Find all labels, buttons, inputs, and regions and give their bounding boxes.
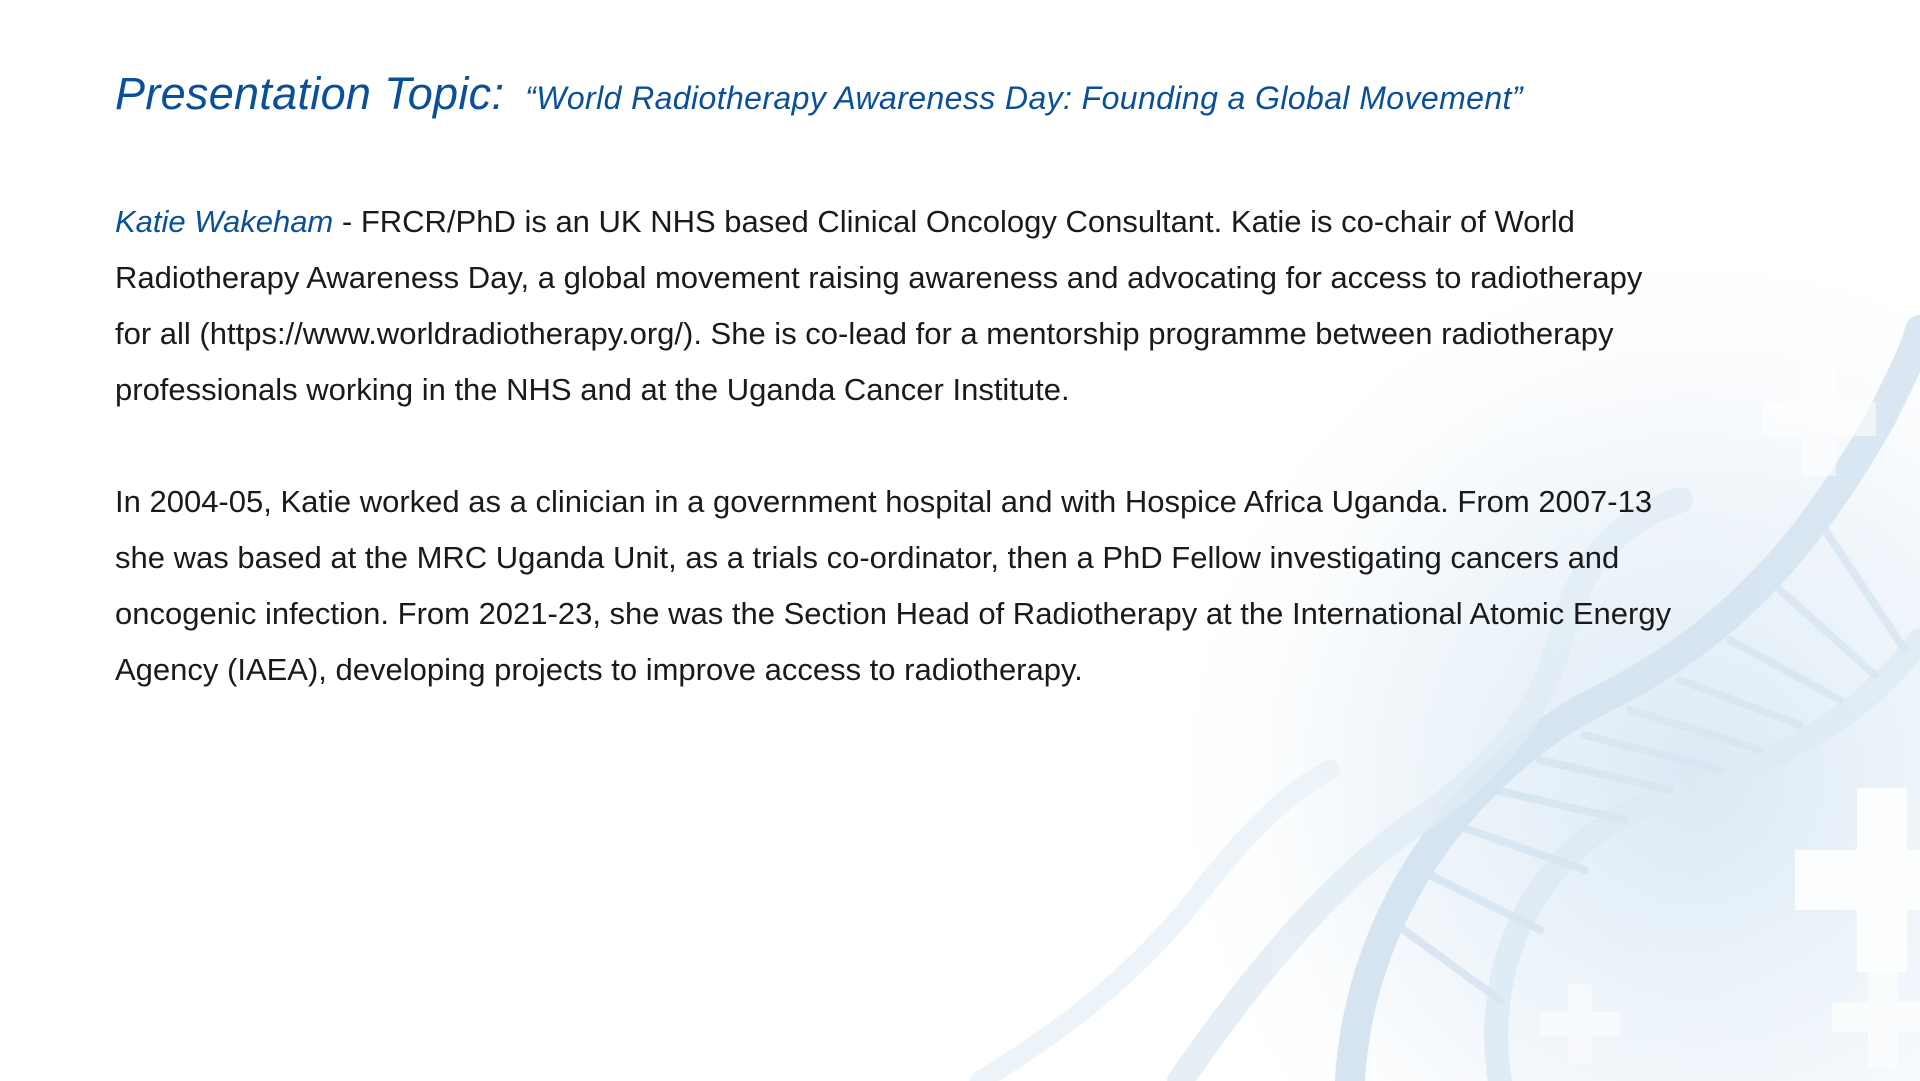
bio-line — [115, 194, 1835, 250]
bio-line: Agency (IAEA), developing projects to improve access to radiotherapy. — [115, 652, 1083, 687]
bio-line: In 2004-05, Katie worked as a clinician in a government hospital and with Hospice Africa Uganda. From 2007-13 — [115, 484, 1653, 519]
presentation-topic: “World Radiotherapy Awareness Day: Founding a Global Movement” — [525, 80, 1523, 116]
slide-content — [115, 60, 1835, 698]
bio-paragraph-2 — [115, 474, 1835, 698]
bio-line: for all (https://www.worldradiotherapy.org/). She is co-lead for a mentorship programme between radiotherapy — [115, 316, 1614, 351]
title-label: Presentation Topic: — [115, 68, 505, 119]
bio-line: she was based at the MRC Uganda Unit, as a trials co-ordinator, then a PhD Fellow investigating cancers and — [115, 540, 1620, 575]
speaker-name: Katie Wakeham — [115, 204, 334, 239]
bio-line-text: - FRCR/PhD is an UK NHS based Clinical Oncology Consultant. Katie is co-chair of World — [333, 204, 1575, 239]
bio-line: professionals working in the NHS and at the Uganda Cancer Institute. — [115, 372, 1070, 407]
bio-line: Radiotherapy Awareness Day, a global movement raising awareness and advocating for access to radiotherapy — [115, 260, 1643, 295]
presentation-title — [115, 60, 1835, 132]
bio-line: oncogenic infection. From 2021-23, she was the Section Head of Radiotherapy at the International Atomic Energy — [115, 596, 1672, 631]
bio-paragraph-1 — [115, 194, 1835, 418]
